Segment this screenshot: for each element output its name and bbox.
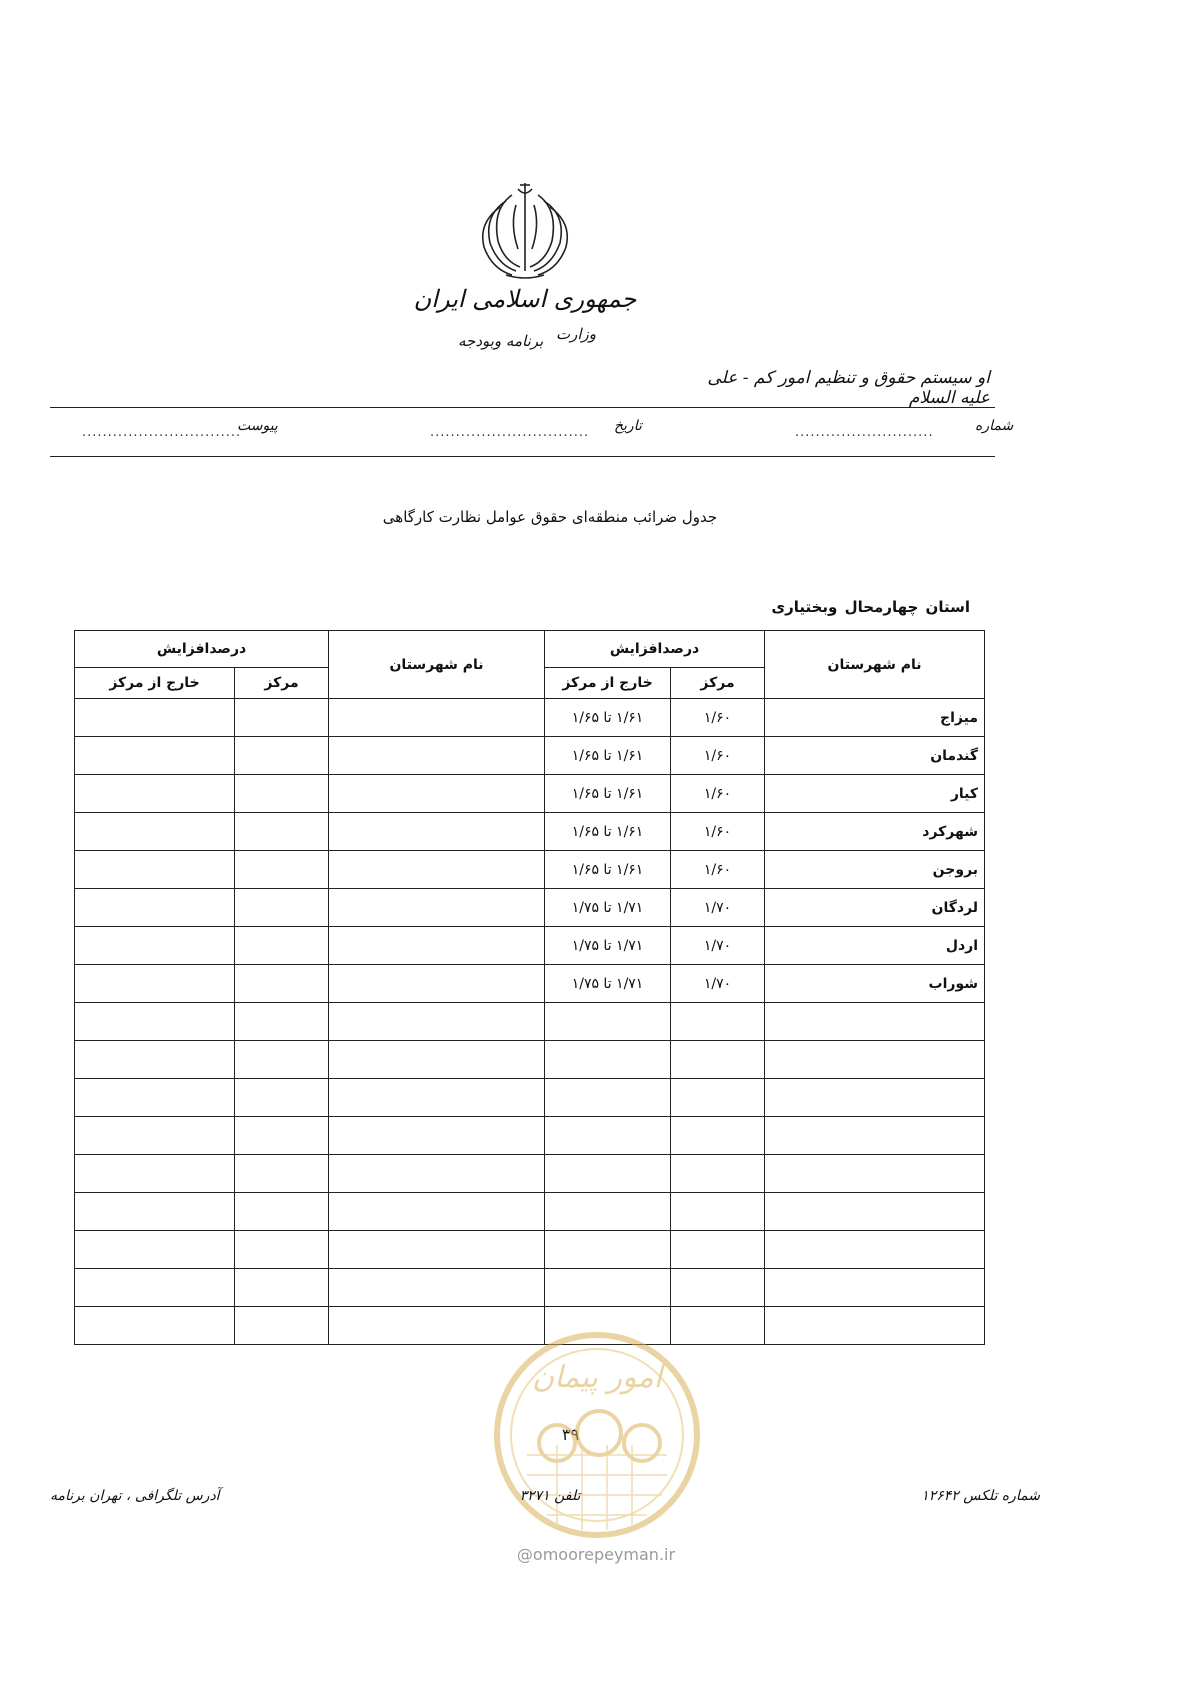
center-coefficient-empty: [671, 1231, 765, 1269]
attachment-label: پیوست: [237, 418, 278, 434]
footer-telex: شماره تلکس ۱۲۶۴۲: [921, 1488, 1040, 1504]
outside-center-coefficient-2-empty: [75, 1231, 235, 1269]
column-header-outside: خارج از مرکز: [545, 668, 671, 699]
country-name: جمهوری اسلامی ایران: [413, 285, 637, 313]
outside-center-coefficient: ۱/۷۱ تا ۱/۷۵: [545, 965, 671, 1003]
outside-center-coefficient: ۱/۶۱ تا ۱/۶۵: [545, 851, 671, 889]
center-coefficient-2-empty: [235, 851, 329, 889]
date-label: تاریخ: [614, 418, 642, 434]
center-coefficient-2-empty: [235, 1079, 329, 1117]
column-header-city: نام شهرستان: [765, 631, 985, 699]
watermark-brand: امور پیمان: [532, 1360, 662, 1395]
center-coefficient: ۱/۷۰: [671, 927, 765, 965]
center-coefficient: ۱/۷۰: [671, 889, 765, 927]
table-body: [75, 699, 985, 1345]
table-row: [75, 1117, 985, 1155]
center-coefficient-2-empty: [235, 1041, 329, 1079]
center-coefficient-empty: [671, 1117, 765, 1155]
city-name-empty: [765, 1193, 985, 1231]
table-row: [75, 1155, 985, 1193]
table-row: [75, 1269, 985, 1307]
province-name: استان چهارمحال وبختیاری: [771, 598, 970, 616]
outside-center-coefficient-2-empty: [75, 1003, 235, 1041]
center-coefficient: ۱/۶۰: [671, 699, 765, 737]
outside-center-coefficient-empty: [545, 1117, 671, 1155]
page-number: ۳۹: [562, 1425, 580, 1444]
outside-center-coefficient: ۱/۶۱ تا ۱/۶۵: [545, 737, 671, 775]
center-coefficient-2-empty: [235, 965, 329, 1003]
footer-phone: تلفن ۳۲۷۱: [519, 1488, 581, 1504]
document-title: جدول ضرائب منطقه‌ای حقوق عوامل نظارت کارگاهی: [382, 508, 718, 526]
outside-center-coefficient-empty: [545, 1155, 671, 1193]
ministry-label: وزارت: [556, 325, 597, 343]
table-row: [75, 927, 985, 965]
footer-address: آدرس تلگرافی ، تهران برنامه: [50, 1488, 220, 1504]
city-name: لردگان: [765, 889, 985, 927]
center-coefficient-empty: [671, 1155, 765, 1193]
center-coefficient: ۱/۷۰: [671, 965, 765, 1003]
city-name-2-empty: [329, 927, 545, 965]
outside-center-coefficient-2-empty: [75, 1307, 235, 1345]
date-dots: ...............................: [430, 425, 590, 440]
table-row: [75, 965, 985, 1003]
outside-center-coefficient-2-empty: [75, 699, 235, 737]
center-coefficient-empty: [671, 1079, 765, 1117]
city-name: شهرکرد: [765, 813, 985, 851]
city-name-empty: [765, 1231, 985, 1269]
center-coefficient-empty: [671, 1041, 765, 1079]
city-name: میزاج: [765, 699, 985, 737]
center-coefficient-empty: [671, 1269, 765, 1307]
table-row: [75, 851, 985, 889]
city-name-2-empty: [329, 851, 545, 889]
column-header-increase: درصدافزایش: [545, 631, 765, 668]
attachment-dots: ...............................: [82, 425, 242, 440]
city-name-2-empty: [329, 737, 545, 775]
city-name: شوراب: [765, 965, 985, 1003]
table-row: [75, 1041, 985, 1079]
outside-center-coefficient-2-empty: [75, 889, 235, 927]
center-coefficient-2-empty: [235, 699, 329, 737]
center-coefficient-empty: [671, 1193, 765, 1231]
table-row: [75, 1003, 985, 1041]
outside-center-coefficient-2-empty: [75, 737, 235, 775]
center-coefficient: ۱/۶۰: [671, 775, 765, 813]
outside-center-coefficient-2-empty: [75, 1193, 235, 1231]
outside-center-coefficient-2-empty: [75, 1079, 235, 1117]
column-header-center: مرکز: [671, 668, 765, 699]
center-coefficient-empty: [671, 1003, 765, 1041]
city-name: اردل: [765, 927, 985, 965]
city-name-2-empty: [329, 889, 545, 927]
city-name-2-empty: [329, 1041, 545, 1079]
outside-center-coefficient-2-empty: [75, 1155, 235, 1193]
number-label: شماره: [975, 418, 1014, 434]
center-coefficient: ۱/۶۰: [671, 851, 765, 889]
center-coefficient-2-empty: [235, 1269, 329, 1307]
city-name-empty: [765, 1155, 985, 1193]
city-name-2-empty: [329, 1079, 545, 1117]
outside-center-coefficient-empty: [545, 1231, 671, 1269]
city-name-2-empty: [329, 1269, 545, 1307]
table-row: [75, 889, 985, 927]
table-row: [75, 1231, 985, 1269]
table-row: [75, 737, 985, 775]
watermark-url: @omoorepeyman.ir: [516, 1545, 676, 1564]
outside-center-coefficient-empty: [545, 1193, 671, 1231]
city-name-2-empty: [329, 775, 545, 813]
outside-center-coefficient-2-empty: [75, 965, 235, 1003]
coefficients-table: [74, 630, 985, 1345]
outside-center-coefficient-empty: [545, 1003, 671, 1041]
outside-center-coefficient-2-empty: [75, 1117, 235, 1155]
outside-center-coefficient: ۱/۶۱ تا ۱/۶۵: [545, 699, 671, 737]
column-header-increase-2: درصدافزایش: [75, 631, 329, 668]
table-row: [75, 775, 985, 813]
watermark-logo: [487, 1325, 707, 1545]
city-name-empty: [765, 1269, 985, 1307]
table-row: [75, 813, 985, 851]
column-header-outside-2: خارج از مرکز: [75, 668, 235, 699]
outside-center-coefficient-2-empty: [75, 813, 235, 851]
city-name-empty: [765, 1079, 985, 1117]
city-name-2-empty: [329, 699, 545, 737]
city-name-2-empty: [329, 813, 545, 851]
city-name-2-empty: [329, 1117, 545, 1155]
outside-center-coefficient-2-empty: [75, 775, 235, 813]
outside-center-coefficient: ۱/۶۱ تا ۱/۶۵: [545, 775, 671, 813]
center-coefficient-2-empty: [235, 1307, 329, 1345]
outside-center-coefficient: ۱/۷۱ تا ۱/۷۵: [545, 927, 671, 965]
city-name: گندمان: [765, 737, 985, 775]
city-name-empty: [765, 1003, 985, 1041]
center-coefficient: ۱/۶۰: [671, 813, 765, 851]
center-coefficient: ۱/۶۰: [671, 737, 765, 775]
city-name-2-empty: [329, 965, 545, 1003]
table-row: [75, 699, 985, 737]
outside-center-coefficient-2-empty: [75, 1041, 235, 1079]
column-header-city-2: نام شهرستان: [329, 631, 545, 699]
outside-center-coefficient-empty: [545, 1079, 671, 1117]
outside-center-coefficient-2-empty: [75, 851, 235, 889]
center-coefficient-2-empty: [235, 737, 329, 775]
ministry-name: برنامه وبودجه: [458, 332, 544, 350]
table-row: [75, 1079, 985, 1117]
number-dots: ...........................: [795, 425, 934, 440]
column-header-center-2: مرکز: [235, 668, 329, 699]
center-coefficient-2-empty: [235, 1155, 329, 1193]
center-coefficient-2-empty: [235, 775, 329, 813]
city-name-empty: [765, 1307, 985, 1345]
outside-center-coefficient: ۱/۷۱ تا ۱/۷۵: [545, 889, 671, 927]
city-name-empty: [765, 1117, 985, 1155]
center-coefficient-2-empty: [235, 1003, 329, 1041]
outside-center-coefficient-2-empty: [75, 927, 235, 965]
center-coefficient-2-empty: [235, 1117, 329, 1155]
header-rule-top: [50, 407, 995, 408]
city-name: بروجن: [765, 851, 985, 889]
outside-center-coefficient-2-empty: [75, 1269, 235, 1307]
table-row: [75, 1193, 985, 1231]
center-coefficient-2-empty: [235, 889, 329, 927]
city-name: کیار: [765, 775, 985, 813]
city-name-2-empty: [329, 1231, 545, 1269]
city-name-2-empty: [329, 1155, 545, 1193]
city-name-2-empty: [329, 1003, 545, 1041]
center-coefficient-2-empty: [235, 813, 329, 851]
iran-emblem-icon: [470, 175, 580, 285]
center-coefficient-2-empty: [235, 1193, 329, 1231]
letterhead-motto: او سیستم حقوق و تنظیم امور کم - علی علیه السلام: [707, 368, 990, 408]
city-name-empty: [765, 1041, 985, 1079]
outside-center-coefficient-empty: [545, 1269, 671, 1307]
center-coefficient-2-empty: [235, 1231, 329, 1269]
center-coefficient-2-empty: [235, 927, 329, 965]
outside-center-coefficient-empty: [545, 1041, 671, 1079]
header-rule-bottom: [50, 456, 995, 457]
outside-center-coefficient: ۱/۶۱ تا ۱/۶۵: [545, 813, 671, 851]
city-name-2-empty: [329, 1193, 545, 1231]
